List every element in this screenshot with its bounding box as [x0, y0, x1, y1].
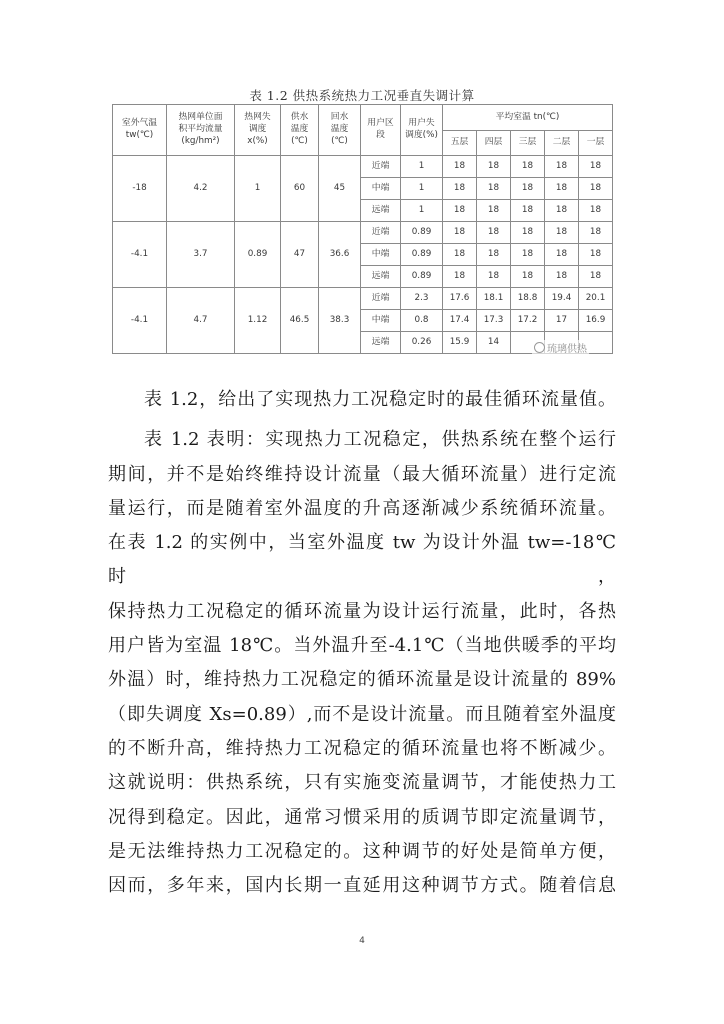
cell-supply-temp: 46.5 — [281, 288, 319, 354]
header-floor-1: 一层 — [579, 131, 613, 156]
paragraph-line: 表 1.2，给出了实现热力工况稳定时的最佳循环流量值。 — [144, 389, 616, 410]
header-supply-temp: 供水 温度 (℃) — [281, 105, 319, 156]
paragraph-line: 表 1.2 表明：实现热力工况稳定，供热系统在整个运行 — [144, 429, 616, 451]
cell-temp: 18 — [579, 200, 613, 222]
cell-heat-flow: 4.7 — [167, 288, 235, 354]
cell-temp: 17.4 — [443, 310, 477, 332]
cell-outdoor-temp: -4.1 — [113, 222, 167, 288]
cell-temp: 18 — [545, 222, 579, 244]
cell-temp: 18 — [477, 222, 511, 244]
cell-supply-temp: 60 — [281, 156, 319, 222]
cell-temp: 18 — [511, 178, 545, 200]
cell-temp: 18 — [545, 178, 579, 200]
cell-temp: 18 — [477, 178, 511, 200]
watermark — [532, 340, 589, 355]
cell-temp: 18 — [511, 156, 545, 178]
cell-zone: 中端 — [361, 310, 401, 332]
cell-temp: 18 — [443, 178, 477, 200]
cell-user-imbalance: 0.89 — [401, 222, 443, 244]
paragraph-line: 量运行，而是随着室外温度的升高逐渐减少系统循环流量。 — [108, 497, 616, 519]
header-user-imbalance: 用户失 调度(%) — [401, 105, 443, 156]
header-imbalance: 热网失 调度 x(%) — [235, 105, 281, 156]
cell-user-imbalance: 0.89 — [401, 266, 443, 288]
table-row — [113, 288, 613, 310]
cell-user-imbalance: 0.8 — [401, 310, 443, 332]
cell-temp: 18 — [511, 266, 545, 288]
table-row — [113, 222, 613, 244]
cell-zone: 近端 — [361, 222, 401, 244]
cell-temp: 18 — [511, 200, 545, 222]
header-user-zone: 用户区 段 — [361, 105, 401, 156]
cell-outdoor-temp: -18 — [113, 156, 167, 222]
cell-temp: 18 — [579, 222, 613, 244]
cell-temp: 18 — [443, 244, 477, 266]
cell-temp: 18 — [579, 178, 613, 200]
cell-user-imbalance: 2.3 — [401, 288, 443, 310]
cell-temp: 18 — [477, 244, 511, 266]
cell-imbalance: 0.89 — [235, 222, 281, 288]
cell-temp: 18 — [443, 200, 477, 222]
cell-zone: 近端 — [361, 288, 401, 310]
header-floor-5: 五层 — [443, 131, 477, 156]
cell-temp: 18 — [511, 244, 545, 266]
cell-zone: 中端 — [361, 178, 401, 200]
cell-temp: 18 — [477, 156, 511, 178]
paragraph-line: 因而，多年来，国内长期一直延用这种调节方式。随着信息 — [108, 875, 616, 897]
header-outdoor-temp: 室外气温 tw(℃) — [113, 105, 167, 156]
cell-temp: 18.1 — [477, 288, 511, 310]
header-floor-3: 三层 — [511, 131, 545, 156]
paragraph-line: 期间，并不是始终维持设计流量（最大循环流量）进行定流 — [108, 463, 616, 485]
paragraph-line: 在表 1.2 的实例中，当室外温度 tw 为设计外温 tw=-18℃时， — [108, 532, 616, 588]
cell-temp: 18.8 — [511, 288, 545, 310]
cell-temp: 18 — [443, 156, 477, 178]
cell-temp: 18 — [443, 222, 477, 244]
paragraph-line: 用户皆为室温 18℃。当外温升至-4.1℃（当地供暖季的平均 — [108, 635, 616, 657]
cell-temp: 17.6 — [443, 288, 477, 310]
body-text — [108, 383, 616, 903]
cell-zone: 远端 — [361, 266, 401, 288]
cell-temp: 17 — [545, 310, 579, 332]
cell-temp: 20.1 — [579, 288, 613, 310]
cell-zone: 近端 — [361, 156, 401, 178]
cell-zone: 远端 — [361, 200, 401, 222]
cell-temp: 18 — [579, 156, 613, 178]
paragraph-line: 外温）时，维持热力工况稳定的循环流量是设计流量的 89% — [108, 669, 616, 691]
heating-imbalance-table — [112, 104, 613, 354]
cell-user-imbalance: 1 — [401, 178, 443, 200]
cell-temp: 18 — [579, 266, 613, 288]
cell-outdoor-temp: -4.1 — [113, 288, 167, 354]
cell-temp: 15.9 — [443, 332, 477, 354]
header-floor-4: 四层 — [477, 131, 511, 156]
cell-return-temp: 45 — [319, 156, 361, 222]
cell-temp: 18 — [579, 244, 613, 266]
paragraph-line: 是无法维持热力工况稳定的。这种调节的好处是简单方便， — [108, 840, 616, 862]
watermark-text: 琉璃供热 — [547, 344, 587, 355]
cell-temp: 17.2 — [511, 310, 545, 332]
cell-return-temp: 36.6 — [319, 222, 361, 288]
paragraph-line: 保持热力工况稳定的循环流量为设计运行流量，此时，各热 — [108, 600, 616, 622]
cell-user-imbalance: 1 — [401, 200, 443, 222]
page-number: 4 — [359, 936, 365, 946]
cell-temp: 18 — [545, 200, 579, 222]
cell-user-imbalance: 0.26 — [401, 332, 443, 354]
cell-temp: 18 — [477, 200, 511, 222]
cell-imbalance: 1 — [235, 156, 281, 222]
cell-imbalance: 1.12 — [235, 288, 281, 354]
cell-temp: 18 — [511, 222, 545, 244]
cell-temp: 18 — [443, 266, 477, 288]
cell-temp: 17.3 — [477, 310, 511, 332]
cell-zone: 远端 — [361, 332, 401, 354]
header-heat-flow: 热网单位面 积平均流量 (kg/hm²) — [167, 105, 235, 156]
cell-temp: 18 — [545, 156, 579, 178]
watermark-logo-icon — [534, 342, 545, 353]
paragraph-line: 这就说明：供热系统，只有实施变流量调节，才能使热力工 — [108, 772, 616, 794]
cell-temp: 18 — [477, 266, 511, 288]
table-caption: 表 1.2 供热系统热力工况垂直失调计算 — [249, 88, 475, 103]
cell-supply-temp: 47 — [281, 222, 319, 288]
header-avg-room-temp: 平均室温 tn(℃) — [443, 105, 613, 131]
cell-temp: 14 — [477, 332, 511, 354]
cell-heat-flow: 4.2 — [167, 156, 235, 222]
cell-return-temp: 38.3 — [319, 288, 361, 354]
paragraph-line: 况得到稳定。因此，通常习惯采用的质调节即定流量调节， — [108, 806, 616, 828]
cell-temp: 18 — [545, 266, 579, 288]
cell-temp: 19.4 — [545, 288, 579, 310]
cell-user-imbalance: 0.89 — [401, 244, 443, 266]
cell-heat-flow: 3.7 — [167, 222, 235, 288]
cell-temp: 18 — [545, 244, 579, 266]
cell-user-imbalance: 1 — [401, 156, 443, 178]
header-floor-2: 二层 — [545, 131, 579, 156]
paragraph-line: （即失调度 Xs=0.89）,而不是设计流量。而且随着室外温度 — [108, 703, 616, 725]
cell-temp: 16.9 — [579, 310, 613, 332]
table-row — [113, 156, 613, 178]
paragraph-line: 的不断升高，维持热力工况稳定的循环流量也将不断减少。 — [108, 737, 616, 759]
header-return-temp: 回水 温度 (℃) — [319, 105, 361, 156]
cell-zone: 中端 — [361, 244, 401, 266]
